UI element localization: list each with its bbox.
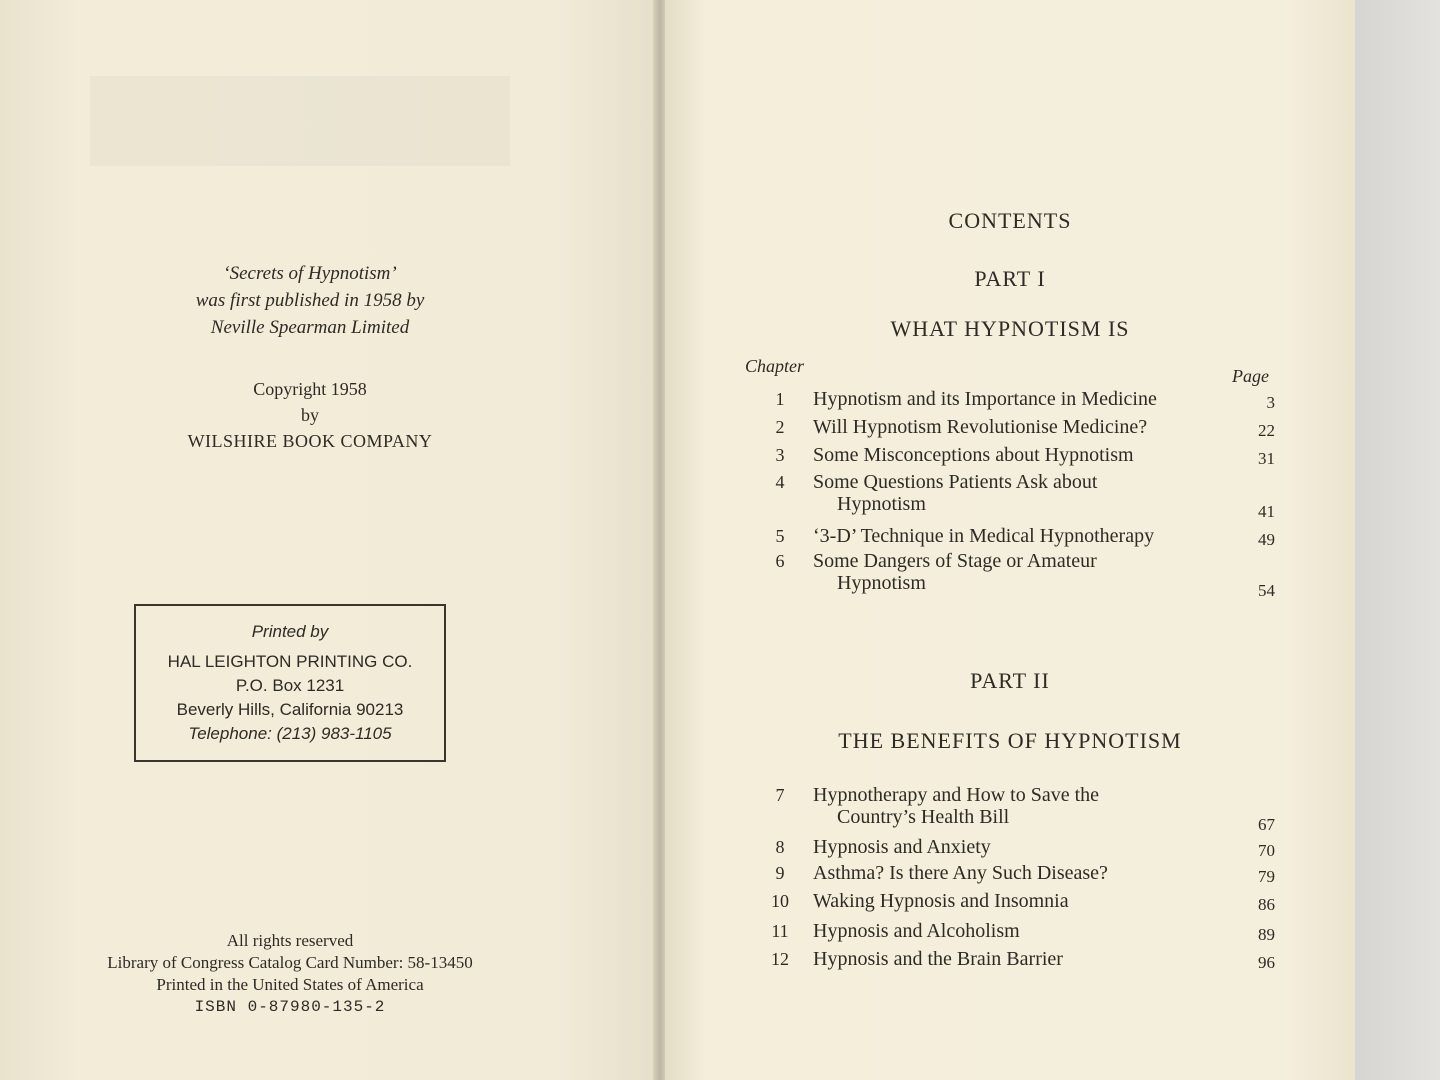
toc-chapter-number: 6 <box>775 551 785 571</box>
toc-chapter-number: 12 <box>771 949 789 969</box>
toc-entry <box>760 550 1275 598</box>
toc-entry <box>760 920 1275 944</box>
toc-chapter-title: Hypnosis and Anxiety <box>813 836 991 858</box>
rights-line: All rights reserved <box>226 931 354 950</box>
toc-page-number: 96 <box>1258 953 1275 972</box>
toc-entry <box>760 388 1275 412</box>
imprint-line: was first published in 1958 by <box>195 290 425 311</box>
toc-chapter-number: 9 <box>775 863 785 883</box>
publisher-name: WILSHIRE BOOK COMPANY <box>187 431 433 451</box>
toc-chapter-title: Hypnotism and its Importance in Medicine <box>813 388 1157 410</box>
toc-chapter-title: Some Misconceptions about Hypnotism <box>813 444 1134 466</box>
toc-page-number: 89 <box>1258 925 1275 944</box>
toc-page-number: 3 <box>1266 393 1275 412</box>
toc-chapter-title: ‘3-D’ Technique in Medical Hypnotherapy <box>813 525 1155 547</box>
printer-address: Beverly Hills, California 90213 <box>176 700 404 719</box>
toc-entry <box>760 948 1275 972</box>
part-title: THE BENEFITS OF HYPNOTISM <box>838 728 1182 753</box>
toc-chapter-number: 5 <box>775 526 785 546</box>
contents-title: CONTENTS <box>948 208 1072 233</box>
toc-entry <box>760 416 1275 440</box>
toc-page-number: 41 <box>1258 502 1275 521</box>
toc-chapter-number: 10 <box>771 891 789 911</box>
toc-chapter-number: 7 <box>775 785 785 805</box>
copyright-line: by <box>301 405 319 425</box>
toc-chapter-number: 2 <box>775 417 785 437</box>
toc-entry <box>760 836 1275 860</box>
imprint-line: ‘Secrets of Hypnotism’ <box>223 263 397 284</box>
toc-chapter-title: Will Hypnotism Revolutionise Medicine? <box>813 416 1148 438</box>
toc-chapter-number: 8 <box>775 837 785 857</box>
toc-chapter-title: Hypnosis and Alcoholism <box>813 920 1020 942</box>
printer-company: HAL LEIGHTON PRINTING CO. <box>167 652 413 671</box>
toc-page-number: 49 <box>1258 530 1275 549</box>
toc-chapter-title: Hypnotherapy and How to Save the <box>813 784 1100 806</box>
toc-page-number: 22 <box>1258 421 1275 440</box>
toc-entry <box>760 471 1275 519</box>
rights-line: Printed in the United States of America <box>156 975 424 994</box>
toc-chapter-title-continued: Country’s Health Bill <box>837 806 1010 828</box>
toc-page-number: 70 <box>1258 841 1275 860</box>
copyright-line: Copyright 1958 <box>253 379 367 399</box>
background-surface <box>1355 0 1440 1080</box>
imprint-note <box>110 260 510 341</box>
toc-page-number: 54 <box>1258 581 1275 600</box>
toc-page-number: 86 <box>1258 895 1275 914</box>
toc-entry <box>760 890 1275 914</box>
toc-chapter-number: 1 <box>775 389 785 409</box>
part-title: WHAT HYPNOTISM IS <box>890 316 1130 341</box>
toc-chapter-title: Some Dangers of Stage or Amateur <box>813 550 1097 572</box>
imprint-line: Neville Spearman Limited <box>210 317 410 338</box>
toc-page-number: 31 <box>1258 449 1275 468</box>
toc-chapter-number: 4 <box>775 472 785 492</box>
toc-chapter-number: 11 <box>771 921 789 941</box>
toc-entry <box>760 525 1275 549</box>
left-page <box>0 0 655 1080</box>
toc-chapter-title: Waking Hypnosis and Insomnia <box>813 890 1069 912</box>
toc-entry <box>760 784 1275 832</box>
toc-chapter-title-continued: Hypnotism <box>837 493 926 515</box>
isbn: ISBN 0-87980-135-2 <box>194 998 386 1016</box>
chapter-column-label: Chapter <box>745 356 805 376</box>
page-column-label: Page <box>1232 366 1269 386</box>
toc-entry <box>760 862 1275 886</box>
toc-chapter-title-continued: Hypnotism <box>837 572 926 594</box>
toc-page-number: 79 <box>1258 867 1275 886</box>
part-label: PART I <box>974 266 1046 291</box>
toc-entry <box>760 444 1275 468</box>
printed-by-label: Printed by <box>251 622 329 641</box>
part-label: PART II <box>970 668 1050 693</box>
toc-chapter-title: Asthma? Is there Any Such Disease? <box>813 862 1108 884</box>
rights-line: Library of Congress Catalog Card Number: 58-13450 <box>107 953 473 972</box>
printer-telephone: Telephone: (213) 983-1105 <box>188 724 392 743</box>
printer-stamp-box <box>134 604 446 762</box>
toc-page-number: 67 <box>1258 815 1275 834</box>
printer-address: P.O. Box 1231 <box>235 676 345 695</box>
copyright-notice <box>110 376 510 454</box>
rights-notice <box>70 930 510 1018</box>
toc-chapter-title: Some Questions Patients Ask about <box>813 471 1098 493</box>
toc-chapter-number: 3 <box>775 445 785 465</box>
toc-chapter-title: Hypnosis and the Brain Barrier <box>813 948 1063 970</box>
